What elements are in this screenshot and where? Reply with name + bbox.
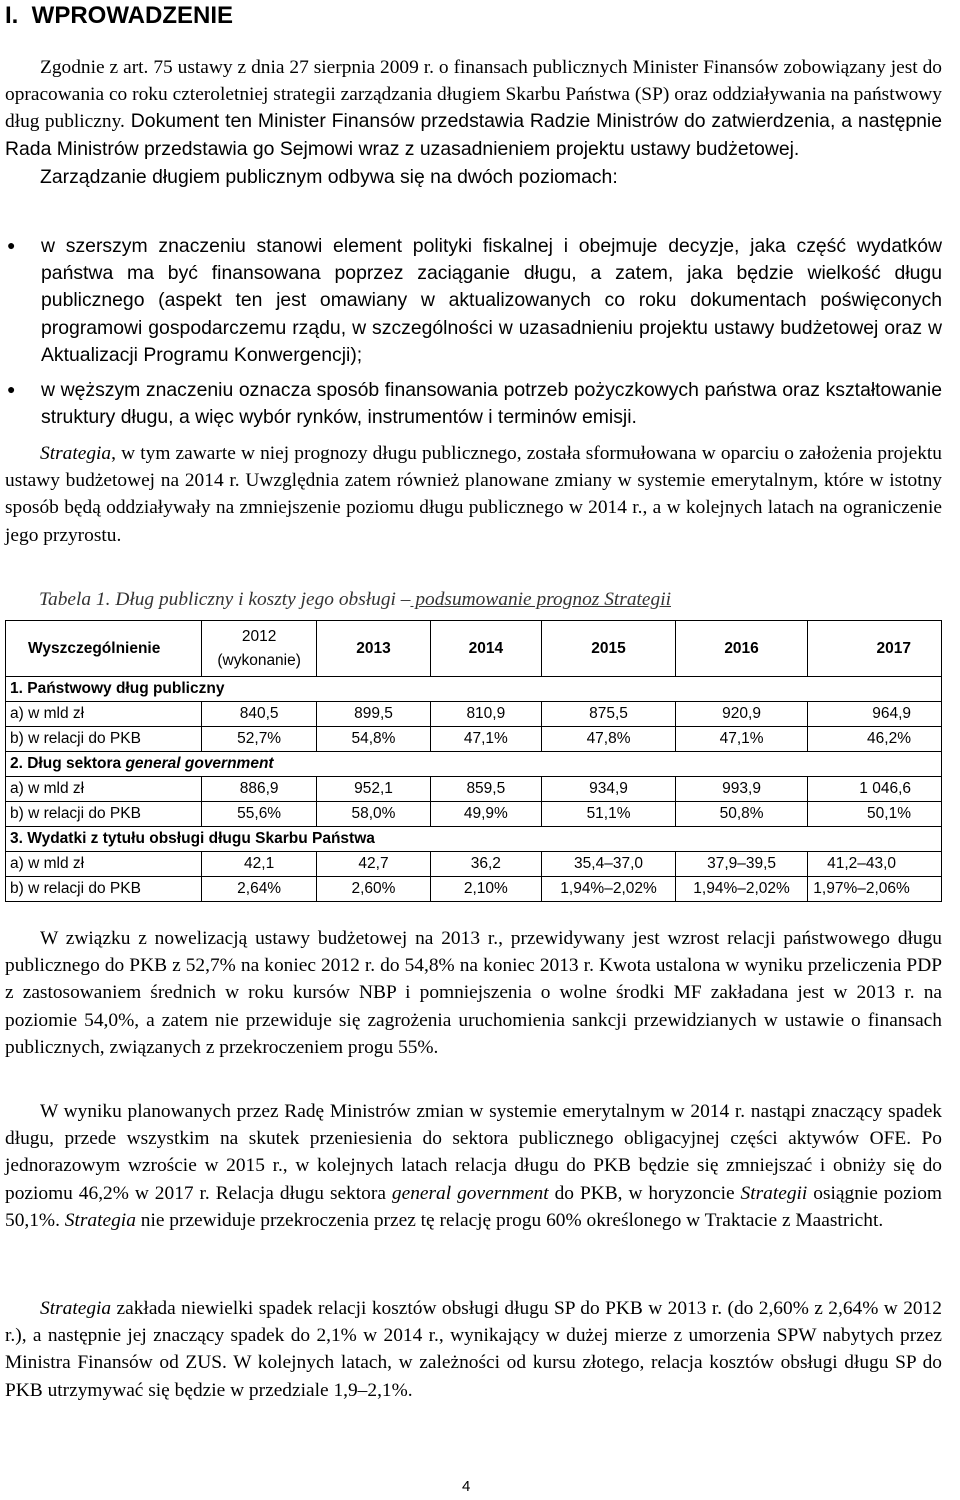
intro-paragraph <box>5 54 942 163</box>
table-row <box>6 727 942 752</box>
table-section-row <box>6 677 942 702</box>
levels-intro <box>5 164 942 191</box>
table-cell: 35,4–37,0 <box>542 852 676 877</box>
paragraph-amendment-text: W związku z nowelizacją ustawy budżetowej na 2013 r., przewidywany jest wzrost relacji państwowego długu publicznego do PKB z 52,7% na koniec 2012 r. do 54,8% na koniec 2013 r. Kwota ustalona w wyniku przeliczenia PDP z zastosowaniem średnich w roku kursów NBP i pomniejszenia o wolne środki MF zakładana jest w 2013 r. na poziomie 54,0%, a zatem nie przewiduje się zagrożenia uruchomienia sankcji przewidzianych w ustawie o finansach publicznych, związanych z przekroczeniem progu 55%. <box>5 928 942 1058</box>
paragraph-amendment <box>5 925 942 1061</box>
table-cell: 859,5 <box>430 777 541 802</box>
section-heading: I. WPROWADZENIE <box>5 2 233 29</box>
pension-text-d: Strategii <box>740 1182 808 1204</box>
section-title <box>6 752 942 777</box>
table-cell: 51,1% <box>542 802 676 827</box>
table-cell: 2,10% <box>430 877 541 902</box>
levels-intro-text: Zarządzanie długiem publicznym odbywa się na dwóch poziomach: <box>40 165 618 188</box>
costs-text-b: zakłada niewielki spadek relacji kosztów obsługi długu SP do PKB w 2013 r. (do 2,60% z 2,64% w 2012 r.), a następnie jej znaczący spadek do 2,1% w 2014 r., wynikający w dużej mierze z umorzenia SPW nabytych przez Ministra Finansów od ZUS. W kolejnych latach, w zależności od kursu złotego, relacja kosztów obsługi długu SP do PKB utrzymywać się będzie w przedziale 1,9–2,1%. <box>5 1298 942 1401</box>
header-year: 2014 <box>430 621 541 677</box>
bullet-list <box>5 233 942 431</box>
pension-text-c: do PKB, w horyzoncie <box>548 1182 741 1204</box>
table-cell: 36,2 <box>430 852 541 877</box>
costs-text-a: Strategia <box>40 1298 112 1319</box>
table-cell: 1,97%–2,06% <box>808 877 942 902</box>
table-cell: 46,2% <box>808 727 942 752</box>
table-caption <box>39 589 671 611</box>
table-cell: 47,1% <box>676 727 808 752</box>
intro-block <box>5 54 942 191</box>
intro-part2: Dokument ten Minister Finansów przedstawia Radzie Ministrów do zatwierdzenia, a następnie Rada Ministrów przedstawia go Sejmowi wraz z uzasadnieniem projektu ustawy budżetowej. <box>5 110 943 160</box>
table-cell: 886,9 <box>201 777 316 802</box>
table-cell: 47,1% <box>430 727 541 752</box>
table-cell: 1,94%–2,02% <box>676 877 808 902</box>
table-cell: 810,9 <box>430 702 541 727</box>
section-title-text: 1. Państwowy dług publiczny <box>10 680 225 697</box>
pension-text-f: Strategia <box>64 1209 136 1231</box>
table-cell: 1 046,6 <box>808 777 942 802</box>
table-body <box>6 677 942 902</box>
header-year: 2015 <box>542 621 676 677</box>
list-item <box>5 377 942 431</box>
pension-text-g: nie przewiduje przekroczenia przez tę relację progu 60% określonego w Traktacie z Maastricht. <box>135 1209 884 1231</box>
table-cell: 54,8% <box>317 727 430 752</box>
table-cell: 49,9% <box>430 802 541 827</box>
table-cell: 41,2–43,0 <box>808 852 942 877</box>
row-label: b) w relacji do PKB <box>6 877 202 902</box>
table-header-row <box>6 621 942 677</box>
header-year: 2016 <box>676 621 808 677</box>
table-cell: 37,9–39,5 <box>676 852 808 877</box>
table-cell: 50,1% <box>808 802 942 827</box>
table-section-row <box>6 827 942 852</box>
row-label: a) w mld zł <box>6 852 202 877</box>
strategy-text: , w tym zawarte w niej prognozy długu publicznego, została sformułowana w oparciu o założenia projektu ustawy budżetowej na 2014 r. Uwzględnia zatem również planowane zmiany w systemie emerytalnym, które w istotny sposób będą oddziaływały na zmniejszenie poziomu długu publicznego w 2014 r., a w kolejnych latach na ograniczenie jego przyrostu. <box>5 443 942 546</box>
table-cell: 920,9 <box>676 702 808 727</box>
debt-table <box>5 620 942 902</box>
intro-part1: Zgodnie z art. 75 ustawy z dnia 27 sierpnia 2009 r. o finansach publicznych Minister Finansów zobowiązany jest do opracowania co roku czteroletniej strategii zarządzania długiem Skarbu Państwa (SP) oraz oddziaływania na państwowy dług publiczny. <box>5 57 942 133</box>
pension-text-a: W wyniku planowanych przez Radę Ministrów zmian w systemie emerytalnym w 2014 r. nastąpi znaczący spadek długu, przede wszystkim na skutek przeniesienia do sektora publicznego obligacyjnej części aktywów OFE. Po jednorazowym wzroście w 2015 r., w kolejnych latach relacja długu do PKB będzie się zmniejszać i obniży się do poziomu 46,2% w 2017 r. Relacja długu sektora <box>5 1101 942 1204</box>
table-cell: 993,9 <box>676 777 808 802</box>
page-number: 4 <box>462 1478 471 1495</box>
section-title-text: 3. Wydatki z tytułu obsługi długu Skarbu Państwa <box>10 830 375 847</box>
header-year: 2017 <box>808 621 942 677</box>
section-title-text: 2. Dług sektora <box>10 755 126 772</box>
table-row <box>6 852 942 877</box>
section-title <box>6 677 942 702</box>
table-section-row <box>6 752 942 777</box>
table-cell: 875,5 <box>542 702 676 727</box>
table-cell: 2,64% <box>201 877 316 902</box>
row-label: b) w relacji do PKB <box>6 727 202 752</box>
strategy-italic: Strategia <box>40 443 112 464</box>
bullet-icon: ● <box>7 239 16 254</box>
header-2012-year: 2012 <box>241 627 277 645</box>
header-2012-note: (wykonanie) <box>217 651 301 669</box>
table-cell: 52,7% <box>201 727 316 752</box>
row-label: b) w relacji do PKB <box>6 802 202 827</box>
strategy-paragraph <box>5 440 942 549</box>
table-cell: 840,5 <box>201 702 316 727</box>
bullet-text: w szerszym znaczeniu stanowi element polityki fiskalnej i obejmuje decyzje, jaka część wydatków państwa ma być finansowana poprzez zaciąganie długu, a zatem, jaka będzie wielkość długu publicznego (aspekt ten jest omawiany w aktualizowanych co roku dokumentach poświęconych programowi gospodarczemu rządu, w szczególności w uzasadnieniu projektu ustawy budżetowej oraz w Aktualizacji Programu Konwergencji); <box>41 235 942 366</box>
row-label: a) w mld zł <box>6 702 202 727</box>
pension-text-b: general government <box>391 1182 549 1204</box>
bullet-text: w węższym znaczeniu oznacza sposób finansowania potrzeb pożyczkowych państwa oraz kształtowanie struktury długu, a więc wybór rynków, instrumentów i terminów emisji. <box>41 379 942 429</box>
header-2012 <box>201 621 316 677</box>
table-cell: 2,60% <box>317 877 430 902</box>
table-row <box>6 702 942 727</box>
table-cell: 42,1 <box>201 852 316 877</box>
table-cell: 952,1 <box>317 777 430 802</box>
pension-text-e: osiągnie poziom 50,1%. <box>5 1182 943 1231</box>
table-cell: 50,8% <box>676 802 808 827</box>
bullet-icon: ● <box>7 383 16 399</box>
table-row <box>6 877 942 902</box>
table-cell: 47,8% <box>542 727 676 752</box>
row-label: a) w mld zł <box>6 777 202 802</box>
section-title-italic: general government <box>125 755 274 772</box>
paragraph-costs <box>5 1295 942 1404</box>
table-cell: 1,94%–2,02% <box>542 877 676 902</box>
table-row <box>6 777 942 802</box>
table-cell: 899,5 <box>317 702 430 727</box>
caption-underlined: podsumowanie prognoz Strategii <box>410 589 671 610</box>
caption-dash: – <box>400 589 411 610</box>
table-cell: 58,0% <box>317 802 430 827</box>
section-title <box>6 827 942 852</box>
caption-prefix: Tabela 1. Dług publiczny i koszty jego obsługi <box>39 589 401 610</box>
list-item <box>5 233 942 369</box>
paragraph-pension <box>5 1098 942 1234</box>
table-cell: 964,9 <box>808 702 942 727</box>
header-label: Wyszczególnienie <box>6 621 202 677</box>
table-cell: 55,6% <box>201 802 316 827</box>
table-cell: 934,9 <box>542 777 676 802</box>
table-cell: 42,7 <box>317 852 430 877</box>
table-row <box>6 802 942 827</box>
header-year: 2013 <box>317 621 430 677</box>
